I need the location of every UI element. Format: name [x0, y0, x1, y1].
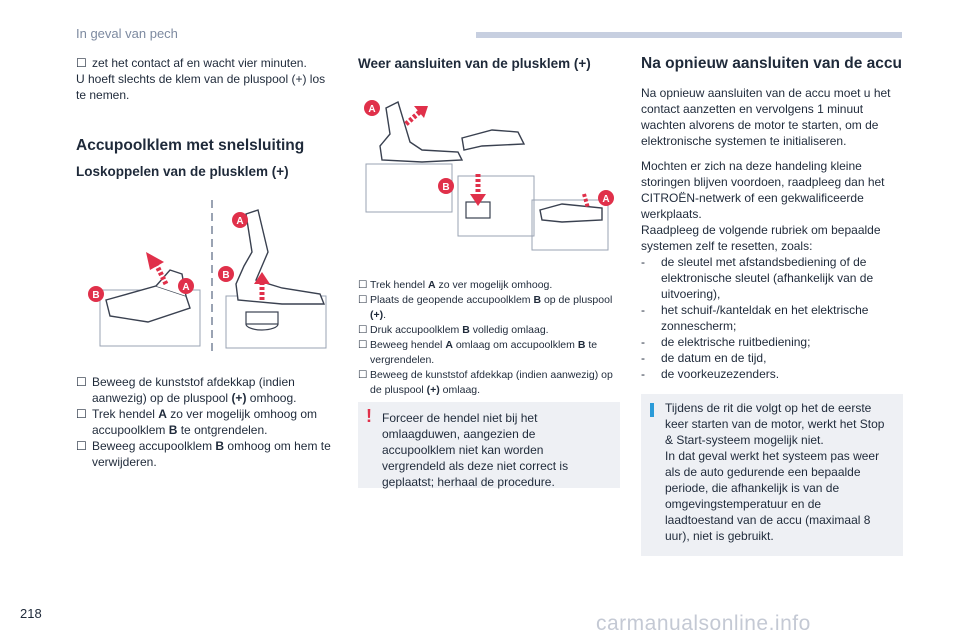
step-1: ☐ Beweeg de kunststof afdekkap (indien aanwezig) op de pluspool (+) omhoog.: [76, 375, 297, 405]
intro-bullet: [76, 55, 338, 71]
reset-item-1: - de sleutel met afstandsbediening of de elektronische sleutel (afhankelijk van de uitvoering),: [641, 255, 874, 301]
step-2: ☐ Trek hendel A zo ver mogelijk omhoog om accupoolklem B te ontgrendelen.: [76, 407, 318, 437]
reconnect-steps: [358, 278, 620, 398]
reconnect-step-5: ☐ Beweeg de kunststof afdekkap (indien aanwezig) op de pluspool (+) omlaag.: [358, 369, 613, 396]
checkbox-arrow-icon: ☐: [76, 439, 87, 453]
marker-a-top-label: A: [368, 104, 376, 115]
page-number: 218: [20, 606, 42, 621]
reconnect-illustration: [362, 98, 614, 258]
checkbox-arrow-icon: ☐: [358, 339, 368, 351]
paragraph-1: Na opnieuw aansluiten van de accu moet u het contact aanzetten en vervolgens 1 minuut wachten alvorens de motor te starten, om de elektronische systemen te initialiseren.: [641, 86, 891, 148]
info-box: [641, 394, 903, 556]
watermark: carmanualsonline.info: [596, 612, 811, 635]
checkbox-arrow-icon: ☐: [358, 294, 368, 306]
info-icon: [650, 403, 654, 417]
after-reconnect-title: Na opnieuw aansluiten van de accu: [641, 55, 902, 72]
reset-item-4: - de datum en de tijd,: [641, 351, 767, 365]
checkbox-arrow-icon: ☐: [358, 324, 368, 336]
intro-text: U hoeft slechts de klem van de pluspool (+) los te nemen.: [76, 72, 326, 102]
disconnect-illustration: [86, 196, 338, 356]
reset-item-2: - het schuif-/kanteldak en het elektrische zonnescherm;: [641, 303, 869, 333]
reconnect-step-3: ☐ Druk accupoolklem B volledig omlaag.: [358, 324, 549, 336]
reset-item-5: - de voorkeuzezenders.: [641, 367, 780, 381]
after-reconnect-body: [641, 85, 903, 382]
marker-a-right-label: A: [602, 194, 610, 205]
checkbox-arrow-icon: ☐: [76, 56, 87, 70]
reconnect-step-1: ☐ Trek hendel A zo ver mogelijk omhoog.: [358, 279, 553, 291]
marker-a-top-label: A: [236, 216, 244, 227]
header-bar: [476, 32, 902, 38]
reconnect-step-4: ☐ Beweeg hendel A omlaag om accupoolklem B te vergrendelen.: [358, 339, 598, 366]
paragraph-2: Mochten er zich na deze handeling kleine storingen blijven voordoen, raadpleeg dan het CITROËN-netwerk of een gekwalificeerde werkplaats.: [641, 159, 885, 221]
header-title: In geval van pech: [76, 26, 178, 41]
checkbox-arrow-icon: ☐: [358, 279, 368, 291]
checkbox-arrow-icon: ☐: [76, 407, 87, 421]
step-3: ☐ Beweeg accupoolklem B omhoog om hem te verwijderen.: [76, 439, 331, 469]
reset-item-3: - de elektrische ruitbediening;: [641, 335, 811, 349]
reconnect-step-2: ☐ Plaats de geopende accupoolklem B op de pluspool (+).: [358, 294, 613, 321]
warning-icon: !: [366, 406, 372, 426]
info-text-1: Tijdens de rit die volgt op het de eerste keer starten van de motor, werkt het Stop & Start-systeem mogelijk niet.: [665, 401, 885, 447]
column-1: [76, 55, 338, 103]
marker-b-left-label: B: [92, 290, 100, 301]
section-title: Accupoolklem met snelsluiting: [76, 137, 305, 154]
paragraph-3: Raadpleeg de volgende rubriek om bepaalde systemen zelf te resetten, zoals:: [641, 223, 881, 253]
subsection-title: Loskoppelen van de plusklem (+): [76, 164, 289, 179]
intro-bullet-text: zet het contact af en wacht vier minuten.: [92, 56, 307, 70]
info-text-2: In dat geval werkt het systeem pas weer als de auto gedurende een bepaalde periode, die afhankelijk is van de omgevingstemperatuur en de laadtoestand van de accu (maximaal 8 uur), niet is gebruikt.: [665, 449, 880, 543]
disconnect-steps: [76, 374, 338, 470]
warning-text: Forceer de hendel niet bij het omlaagduwen, aangezien de accupoolklem niet kan worden vergrendeld als deze niet correct is geplaatst; herhaal de procedure.: [382, 411, 569, 489]
checkbox-arrow-icon: ☐: [76, 375, 87, 389]
checkbox-arrow-icon: ☐: [358, 369, 368, 381]
marker-b-right-label: B: [222, 270, 230, 281]
marker-a-left-label: A: [182, 282, 190, 293]
reconnect-title: Weer aansluiten van de plusklem (+): [358, 56, 591, 71]
marker-b-label: B: [442, 182, 450, 193]
warning-box: [358, 402, 620, 488]
